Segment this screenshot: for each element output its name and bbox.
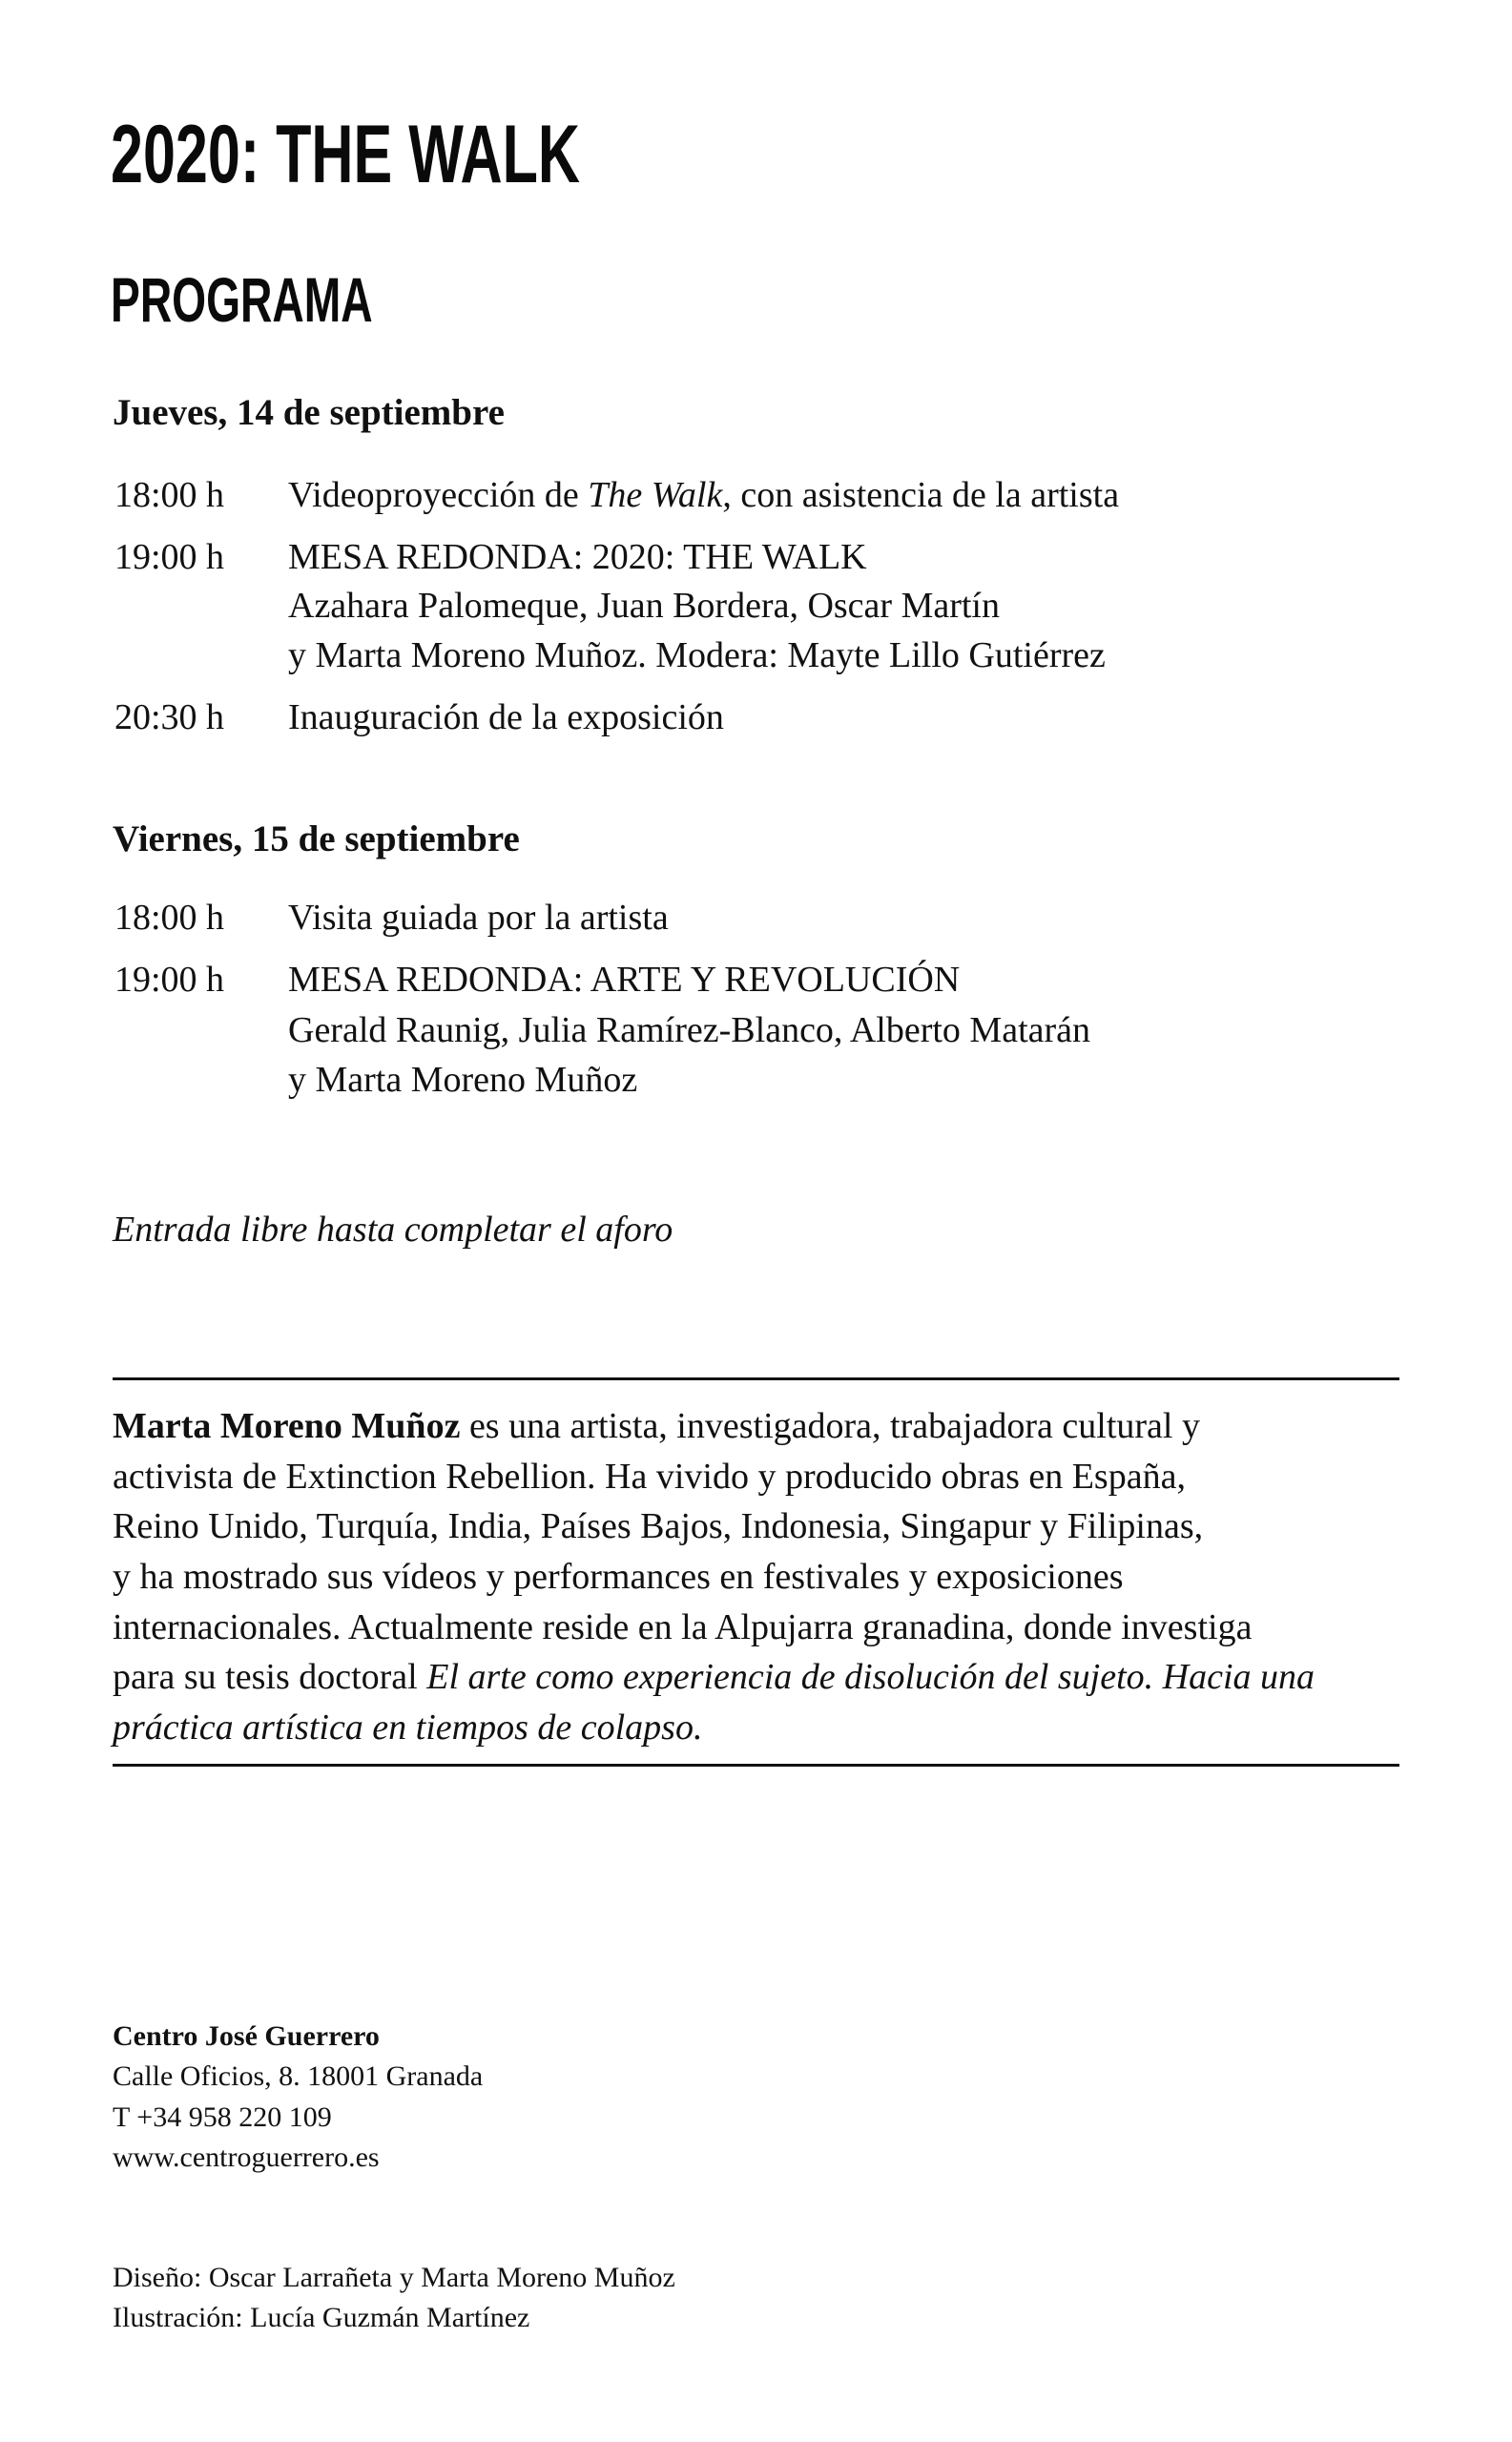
section-title-programa: PROGRAMA	[111, 264, 373, 335]
bio-line	[113, 1709, 702, 1746]
divider-top	[113, 1377, 1399, 1380]
event-title-prefix: Videoproyección de	[288, 475, 589, 515]
event-participants: y Marta Moreno Muñoz	[288, 1060, 638, 1100]
event-title: Visita guiada por la artista	[288, 898, 669, 938]
venue-phone: T +34 958 220 109	[113, 2101, 332, 2133]
event-time: 20:30 h	[114, 697, 225, 737]
bio-line: Reino Unido, Turquía, India, Países Bajos, Indonesia, Singapur y Filipinas,	[113, 1506, 1204, 1546]
bio-line: activista de Extinction Rebellion. Ha vivido y producido obras en España,	[113, 1457, 1186, 1497]
bio-line	[113, 1659, 1315, 1695]
event-title-suffix: , con asistencia de la artista	[722, 475, 1120, 515]
page-title: 2020: THE WALK	[111, 109, 580, 200]
illustration-credit: Ilustración: Lucía Guzmán Martínez	[113, 2302, 530, 2333]
event-title: MESA REDONDA: ARTE Y REVOLUCIÓN	[288, 960, 961, 1000]
event-title: Inauguración de la exposición	[288, 697, 724, 737]
bio-text: es una artista, investigadora, trabajadora cultural y	[460, 1406, 1200, 1446]
event-title	[288, 477, 1119, 513]
bio-text: para su tesis doctoral	[113, 1657, 427, 1697]
venue-name: Centro José Guerrero	[113, 2020, 380, 2052]
event-title: MESA REDONDA: 2020: THE WALK	[288, 537, 867, 577]
design-credit: Diseño: Oscar Larrañeta y Marta Moreno Muñoz	[113, 2262, 675, 2293]
divider-bottom	[113, 1764, 1399, 1767]
thesis-title: práctica artística en tiempos de colapso.	[113, 1707, 703, 1748]
artist-name: Marta Moreno Muñoz	[113, 1406, 461, 1446]
day-heading: Jueves, 14 de septiembre	[113, 392, 505, 433]
bio-line	[113, 1408, 1200, 1444]
thesis-title: El arte como experiencia de disolución del sujeto. Hacia una	[426, 1657, 1315, 1697]
bio-line: internacionales. Actualmente reside en la Alpujarra granadina, donde investiga	[113, 1607, 1253, 1647]
event-time: 18:00 h	[114, 475, 225, 515]
event-participants: y Marta Moreno Muñoz. Modera: Mayte Lillo Gutiérrez	[288, 635, 1106, 675]
event-participants: Gerald Raunig, Julia Ramírez-Blanco, Alberto Matarán	[288, 1010, 1091, 1050]
admission-note: Entrada libre hasta completar el aforo	[113, 1210, 673, 1250]
bio-line: y ha mostrado sus vídeos y performances en festivales y exposiciones	[113, 1557, 1124, 1597]
event-time: 18:00 h	[114, 898, 225, 938]
event-participants: Azahara Palomeque, Juan Bordera, Oscar Martín	[288, 586, 1000, 626]
event-time: 19:00 h	[114, 537, 225, 577]
work-title: The Walk	[588, 475, 723, 515]
event-time: 19:00 h	[114, 960, 225, 1000]
day-heading: Viernes, 15 de septiembre	[113, 818, 520, 859]
venue-website-link[interactable]: www.centroguerrero.es	[113, 2142, 380, 2173]
venue-address: Calle Oficios, 8. 18001 Granada	[113, 2060, 484, 2092]
